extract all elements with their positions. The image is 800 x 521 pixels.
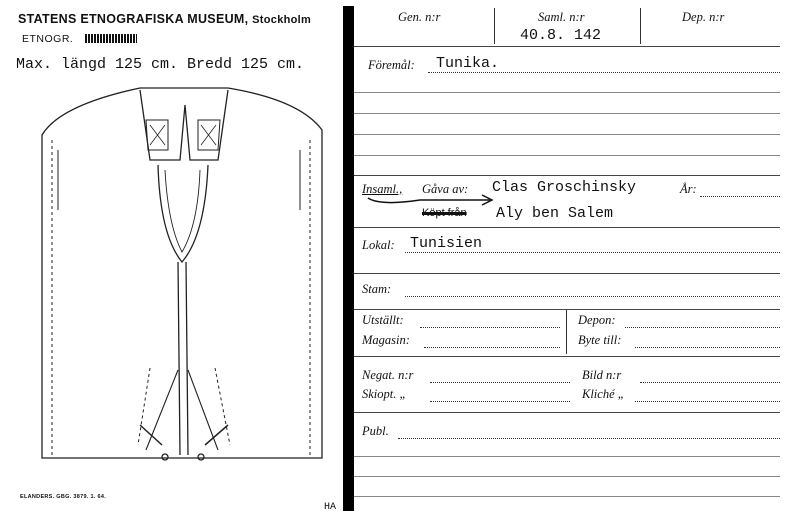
negat-label: Negat. n:r <box>362 368 414 382</box>
lokal-label: Lokal: <box>362 238 395 252</box>
department-label: ETNOGR. <box>22 33 137 45</box>
skiopt-label: Skiopt. „ <box>362 387 407 401</box>
utstallt-line <box>420 327 560 328</box>
rule-p1 <box>354 456 780 457</box>
cliche-line <box>635 401 780 402</box>
struck-text: Köpt från <box>422 207 467 219</box>
bild-label: Bild n:r <box>582 368 622 382</box>
foremal-label: Föremål: <box>368 58 415 72</box>
gava-label: Gåva av: <box>422 182 469 196</box>
rule-utst-end <box>354 356 780 357</box>
bild-line <box>640 382 780 383</box>
saml-label: Saml. n:r <box>538 10 585 24</box>
vbar-utst <box>566 310 567 354</box>
byte-label: Byte till: <box>578 333 622 347</box>
foremal-value: Tunika. <box>436 55 500 72</box>
saml-value: 40.8. 142 <box>520 27 602 44</box>
lokal-value: Tunisien <box>410 235 483 252</box>
museum-city: Stockholm <box>252 14 312 26</box>
stam-label: Stam: <box>362 282 392 296</box>
magasin-label: Magasin: <box>362 333 410 347</box>
rule-negat-end <box>354 412 780 413</box>
printer-imprint: ELANDERS. GBG. 3879. 1. 64. <box>20 494 107 500</box>
publ-label: Publ. <box>362 424 389 438</box>
ar-label: År: <box>680 182 697 196</box>
gava-value: Clas Groschinsky <box>492 179 637 196</box>
cliche-label: Kliché „ <box>582 387 625 401</box>
depon-line <box>625 327 780 328</box>
negat-line <box>430 382 570 383</box>
handwritten-mark: HA <box>324 502 337 513</box>
rule-p2 <box>354 476 780 477</box>
utstallt-label: Utställt: <box>362 313 404 327</box>
gen-label: Gen. n:r <box>398 10 441 24</box>
dep-label: Dep. n:r <box>682 10 725 24</box>
rule-stam-end <box>354 309 780 310</box>
stam-line <box>405 296 780 297</box>
byte-line <box>635 347 780 348</box>
lokal-line <box>405 252 780 253</box>
rule-insaml-end <box>354 227 780 228</box>
depon-label: Depon: <box>578 313 616 327</box>
museum-header: STATENS ETNOGRAFISKA MUSEUM, Stockholm <box>18 12 312 26</box>
rule-p3 <box>354 496 780 497</box>
dimensions-text: Max. längd 125 cm. Bredd 125 cm. <box>16 56 305 73</box>
skiopt-line <box>430 401 570 402</box>
from-value: Aly ben Salem <box>496 205 614 222</box>
insaml-label: Insaml., <box>362 182 403 196</box>
magasin-line <box>424 347 560 348</box>
rule-lokal-end <box>354 273 780 274</box>
publ-line <box>398 438 780 439</box>
